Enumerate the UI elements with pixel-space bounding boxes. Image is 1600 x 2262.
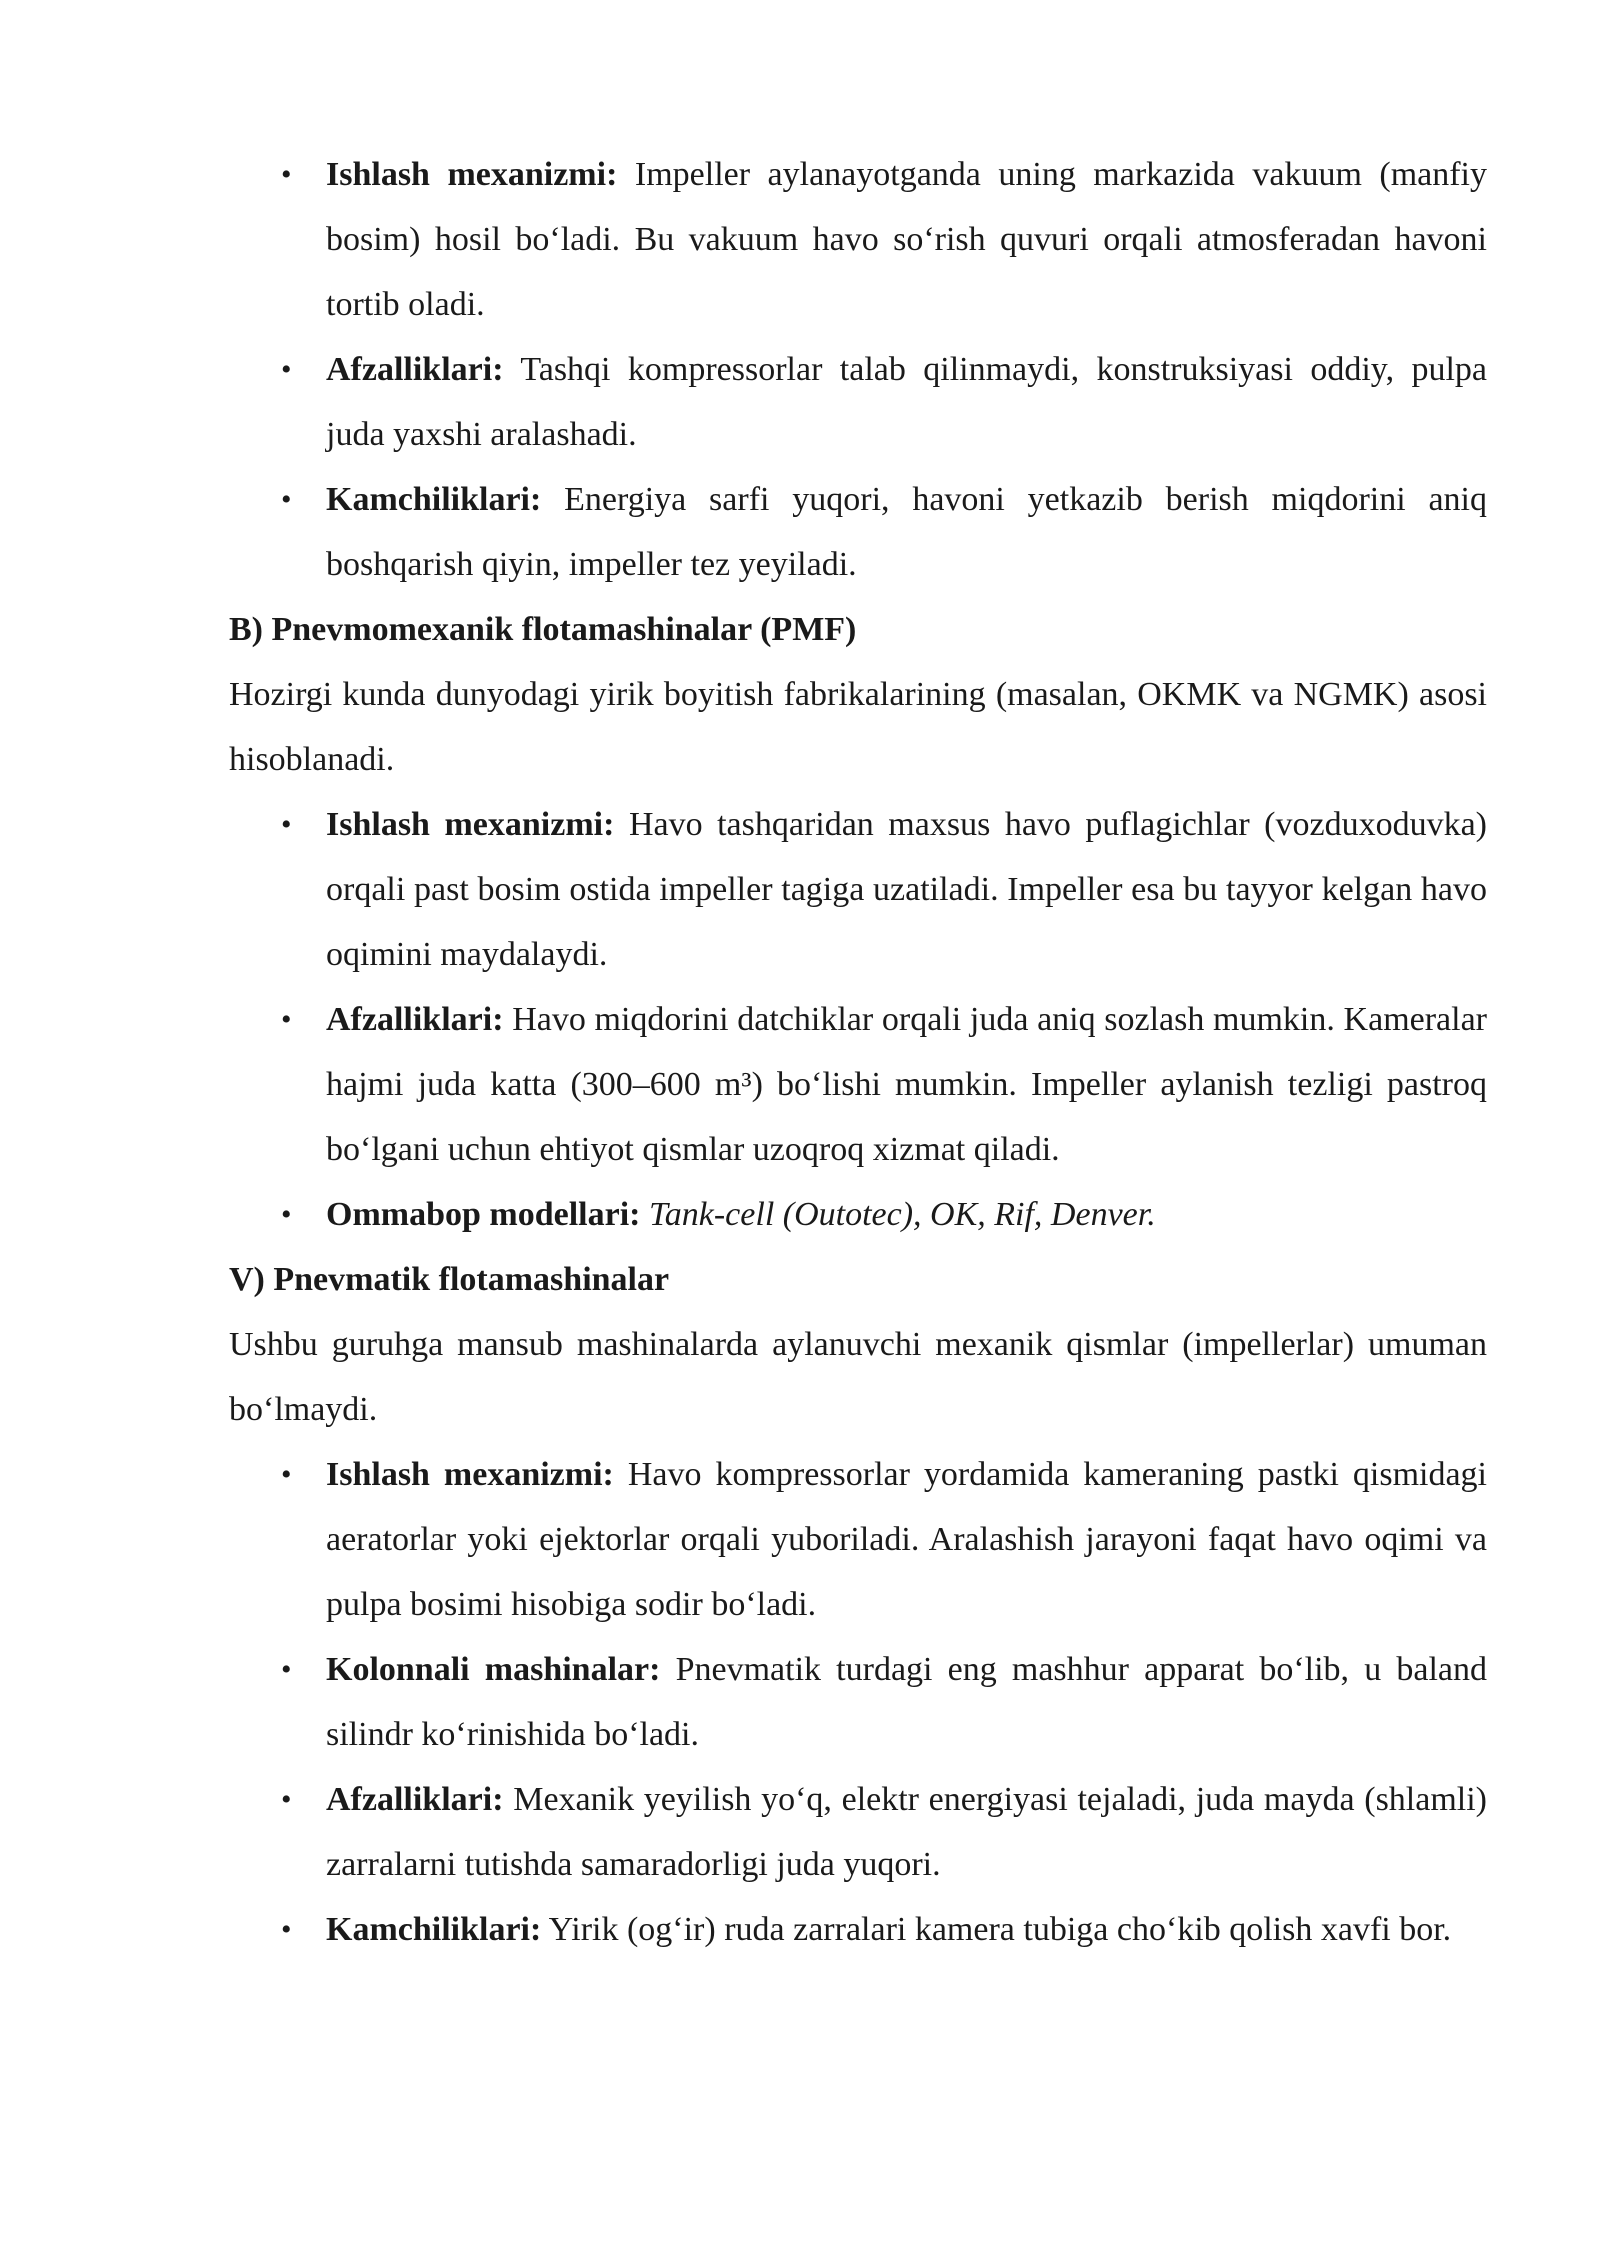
bullet-item (229, 1767, 1487, 1897)
bullet-dot-icon: • (281, 808, 292, 841)
bullet-text: Havo tashqaridan maxsus havo puflagichlar (vozduxoduvka) orqali past bosim ostida impeller tagiga uzatiladi. Impeller esa bu tayyor kelgan havo oqimini maydalaydi. (326, 806, 1487, 973)
bullet-item (229, 987, 1487, 1182)
bullet-label: Ommabop modellari: (326, 1196, 641, 1233)
bullet-label: Kamchiliklari: (326, 481, 542, 518)
bullet-text: Tashqi kompressorlar talab qilinmaydi, konstruksiyasi oddiy, pulpa juda yaxshi aralashadi. (326, 351, 1487, 453)
bullet-label: Ishlash mexanizmi: (326, 156, 618, 193)
bullet-text: Tank-cell (Outotec), OK, Rif, Denver. (648, 1196, 1156, 1233)
bullet-dot-icon: • (281, 483, 292, 516)
bullet-text: Impeller aylanayotganda uning markazida vakuum (manfiy bosim) hosil bo‘ladi. Bu vakuum havo so‘rish quvuri orqali atmosferadan havoni tortib oladi. (326, 156, 1488, 323)
bullet-dot-icon: • (281, 1783, 292, 1816)
bullet-item (229, 1637, 1487, 1767)
bullet-label: Kamchiliklari: (326, 1911, 542, 1948)
bullet-dot-icon: • (281, 1198, 292, 1231)
bullet-item (229, 1897, 1487, 1962)
bullet-label: Afzalliklari: (326, 1781, 504, 1818)
document-page (229, 142, 1487, 1962)
bullet-dot-icon: • (281, 1458, 292, 1491)
section-v-bullet-list (229, 1442, 1487, 1962)
section-b-bullet-list (229, 792, 1487, 1247)
bullet-dot-icon: • (281, 158, 292, 191)
bullet-label: Afzalliklari: (326, 351, 504, 388)
bullet-label: Ishlash mexanizmi: (326, 806, 615, 843)
bullet-label: Kolonnali mashinalar: (326, 1651, 661, 1688)
bullet-dot-icon: • (281, 353, 292, 386)
bullet-text: Mexanik yeyilish yo‘q, elektr energiyasi tejaladi, juda mayda (shlamli) zarralarni tutishda samaradorligi juda yuqori. (326, 1781, 1487, 1883)
bullet-item (229, 337, 1487, 467)
bullet-dot-icon: • (281, 1653, 292, 1686)
bullet-item (229, 467, 1487, 597)
bullet-text: Yirik (og‘ir) ruda zarralari kamera tubiga cho‘kib qolish xavfi bor. (548, 1911, 1452, 1948)
bullet-item (229, 1442, 1487, 1637)
bullet-label: Afzalliklari: (326, 1001, 504, 1038)
bullet-item (229, 142, 1487, 337)
section-b-intro: Hozirgi kunda dunyodagi yirik boyitish fabrikalarining (masalan, OKMK va NGMK) asosi hisoblanadi. (229, 676, 1487, 778)
bullet-item (229, 1182, 1487, 1247)
bullet-item (229, 792, 1487, 987)
section-v-intro: Ushbu guruhga mansub mashinalarda aylanuvchi mexanik qismlar (impellerlar) umuman bo‘lmaydi. (229, 1326, 1487, 1428)
bullet-dot-icon: • (281, 1913, 292, 1946)
bullet-text: Energiya sarfi yuqori, havoni yetkazib berish miqdorini aniq boshqarish qiyin, impeller tez yeyiladi. (326, 481, 1487, 583)
section-v-heading: V) Pnevmatik flotamashinalar (229, 1261, 670, 1298)
bullet-text: Havo kompressorlar yordamida kameraning pastki qismidagi aeratorlar yoki ejektorlar orqali yuboriladi. Aralashish jarayoni faqat havo oqimi va pulpa bosimi hisobiga sodir bo‘ladi. (326, 1456, 1487, 1623)
bullet-label: Ishlash mexanizmi: (326, 1456, 614, 1493)
section-a-bullet-list (229, 142, 1487, 597)
bullet-dot-icon: • (281, 1003, 292, 1036)
section-b-heading: B) Pnevmomexanik flotamashinalar (PMF) (229, 611, 857, 648)
bullet-text: Havo miqdorini datchiklar orqali juda aniq sozlash mumkin. Kameralar hajmi juda katta (300–600 m³) bo‘lishi mumkin. Impeller aylanish tezligi pastroq bo‘lgani uchun ehtiyot qismlar uzoqroq xizmat qiladi. (326, 1001, 1487, 1168)
bullet-text: Pnevmatik turdagi eng mashhur apparat bo‘lib, u baland silindr ko‘rinishida bo‘ladi. (326, 1651, 1487, 1753)
